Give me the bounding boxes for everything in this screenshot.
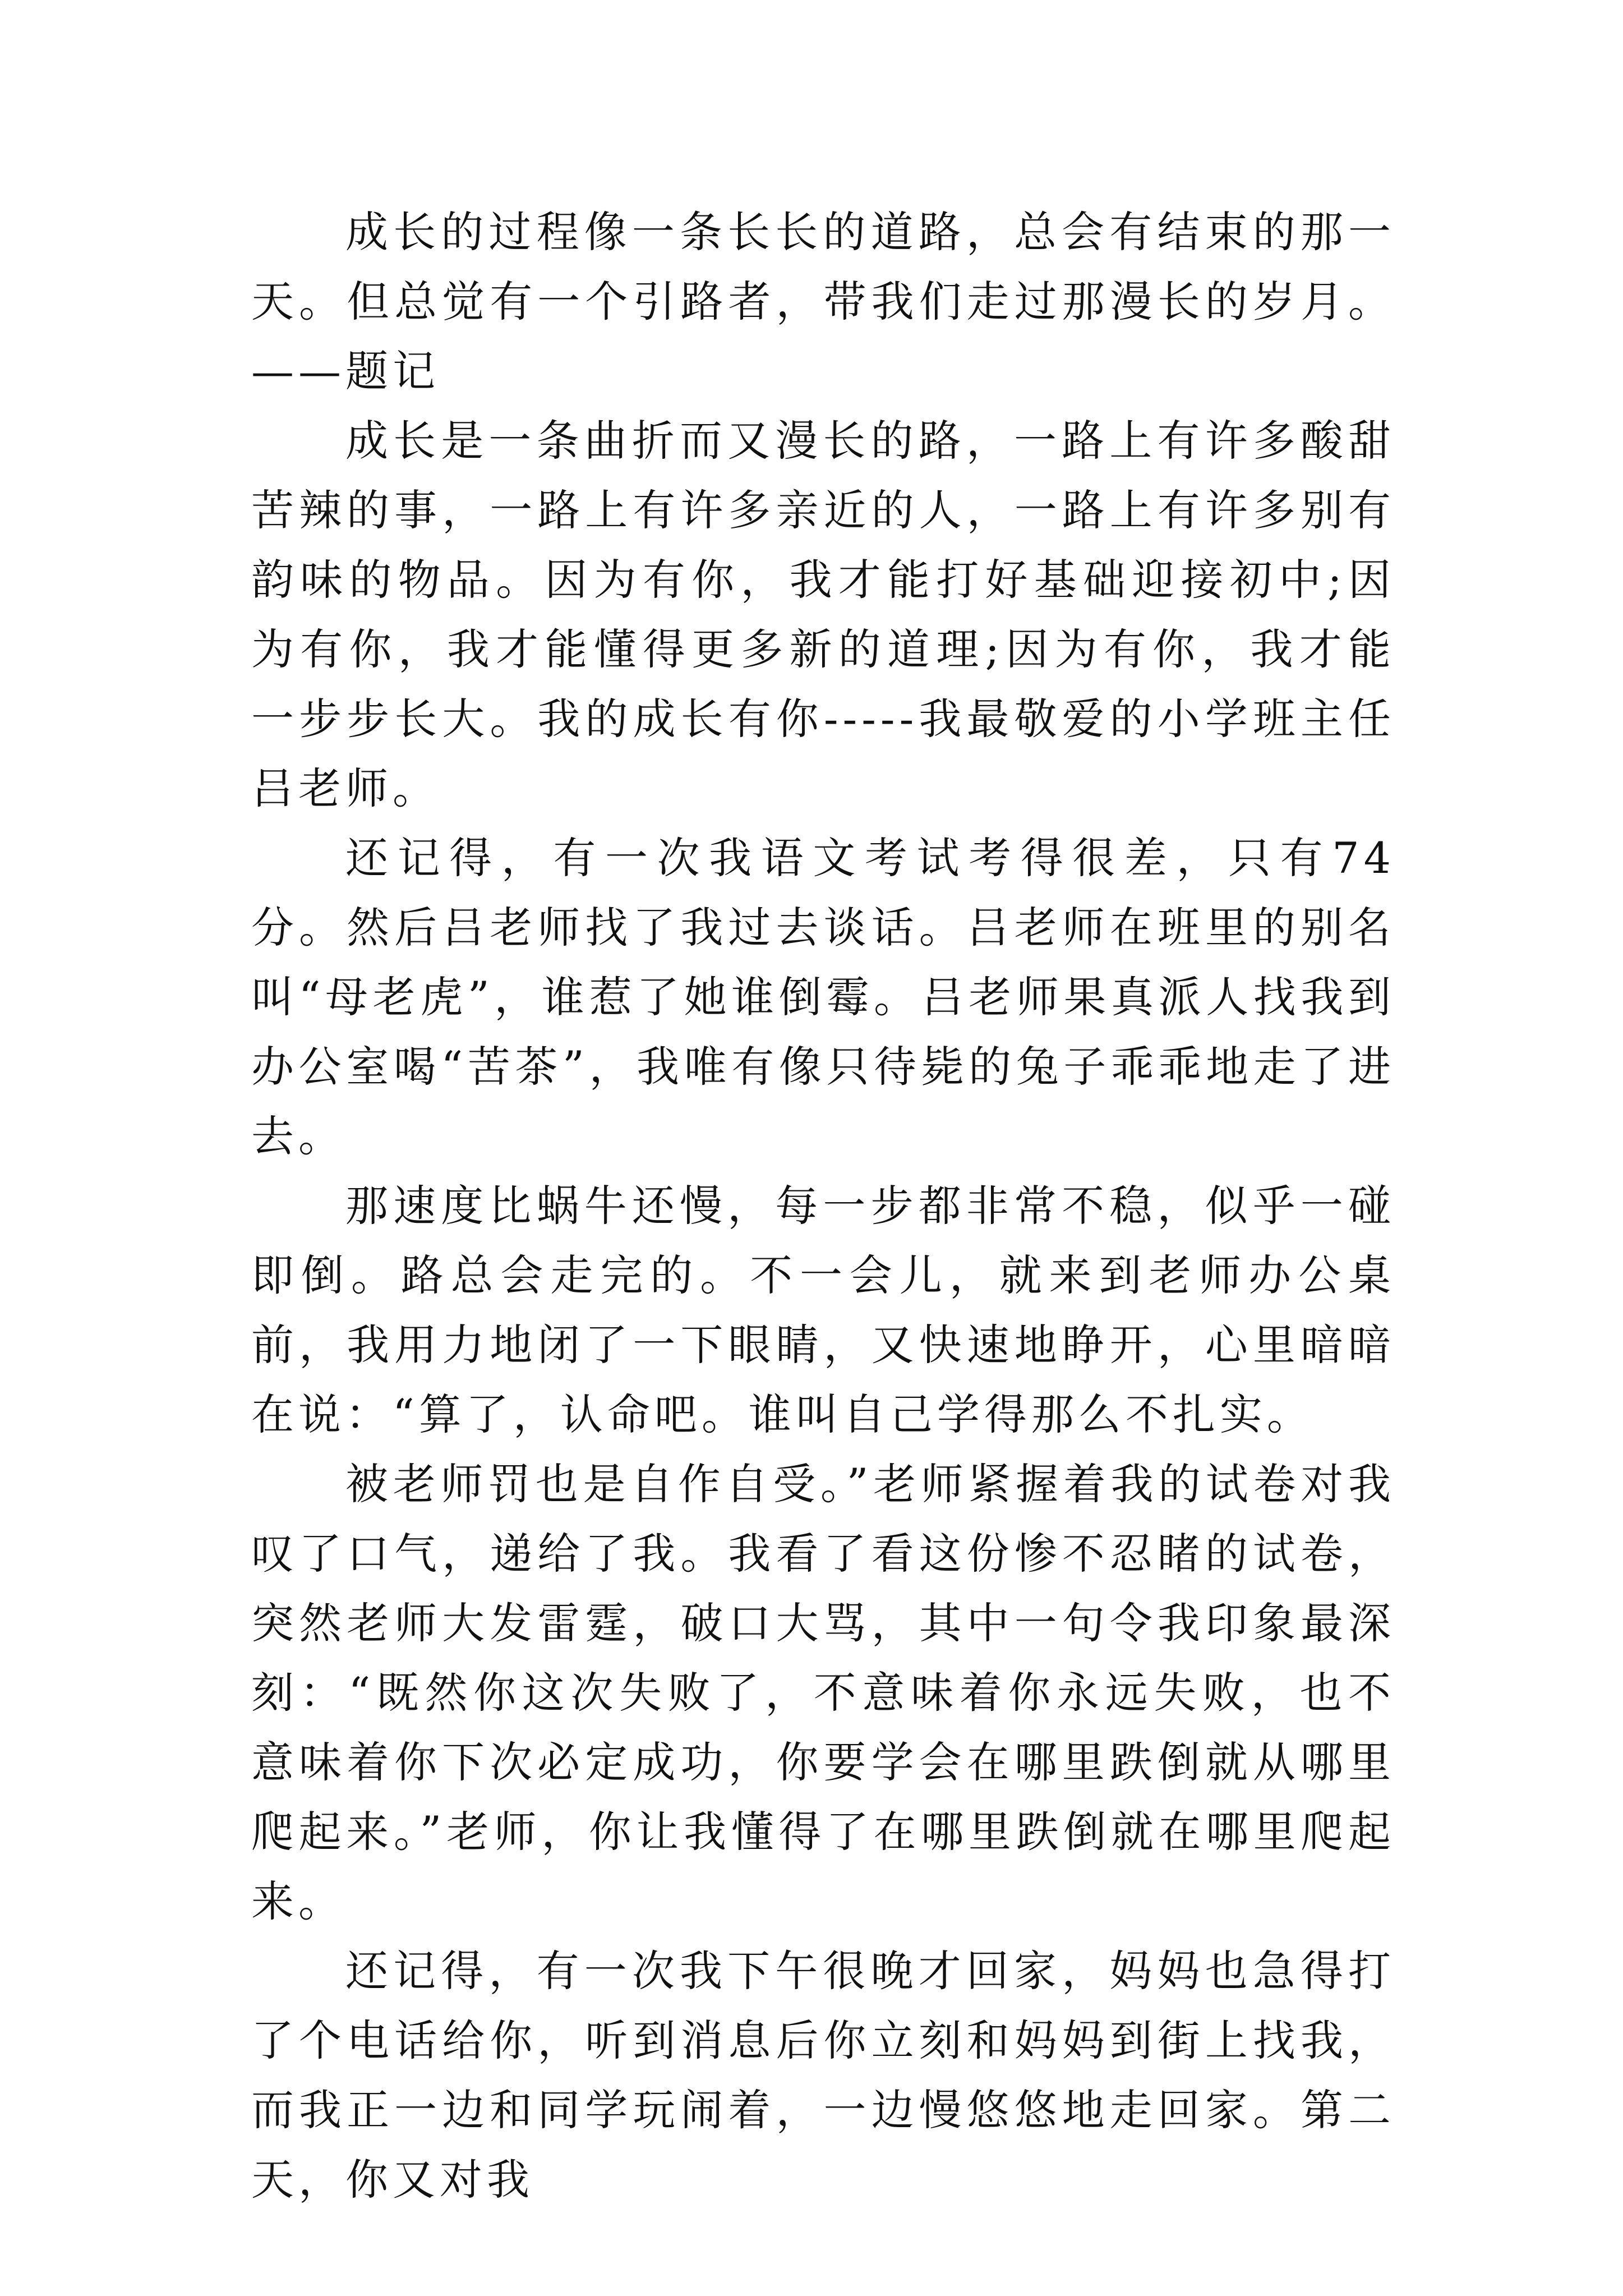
paragraph-walk: 那速度比蜗牛还慢，每一步都非常不稳，似乎一碰即倒。路总会走完的。不一会儿，就来到老师办公桌前，我用力地闭了一下眼睛，又快速地睁开，心里暗暗在说：“算了，认命吧。谁叫自己学得那么不扎实。 (251, 1181, 1395, 1439)
paragraph-late-home: 还记得，有一次我下午很晚才回家，妈妈也急得打了个电话给你，听到消息后你立刻和妈妈到街上找我，而我正一边和同学玩闹着，一边慢悠悠地走回家。第二天，你又对我 (251, 1946, 1395, 2205)
document-body (251, 197, 1395, 2215)
paragraph-intro: 成长是一条曲折而又漫长的路，一路上有许多酸甜苦辣的事，一路上有许多亲近的人，一路上有许多别有韵味的物品。因为有你，我才能打好基础迎接初中;因为有你，我才能懂得更多新的道理;因为有你，我才能一步步长大。我的成长有你-----我最敬爱的小学班主任吕老师。 (251, 416, 1395, 813)
paragraph-exam: 还记得，有一次我语文考试考得很差，只有74分。然后吕老师找了我过去谈话。吕老师在班里的别名叫“母老虎”，谁惹了她谁倒霉。吕老师果真派人找我到办公室喝“苦茶”，我唯有像只待毙的兔子乖乖地走了进去。 (251, 833, 1395, 1161)
paragraph-lesson: 被老师罚也是自作自受。”老师紧握着我的试卷对我叹了口气，递给了我。我看了看这份惨不忍睹的试卷，突然老师大发雷霆，破口大骂，其中一句令我印象最深刻：“既然你这次失败了，不意味着你永远失败，也不意味着你下次必定成功，你要学会在哪里跌倒就从哪里爬起来。”老师，你让我懂得了在哪里跌倒就在哪里爬起来。 (251, 1459, 1395, 1926)
paragraph-epigraph: 成长的过程像一条长长的道路，总会有结束的那一天。但总觉有一个引路者，带我们走过那漫长的岁月。——题记 (251, 207, 1395, 396)
